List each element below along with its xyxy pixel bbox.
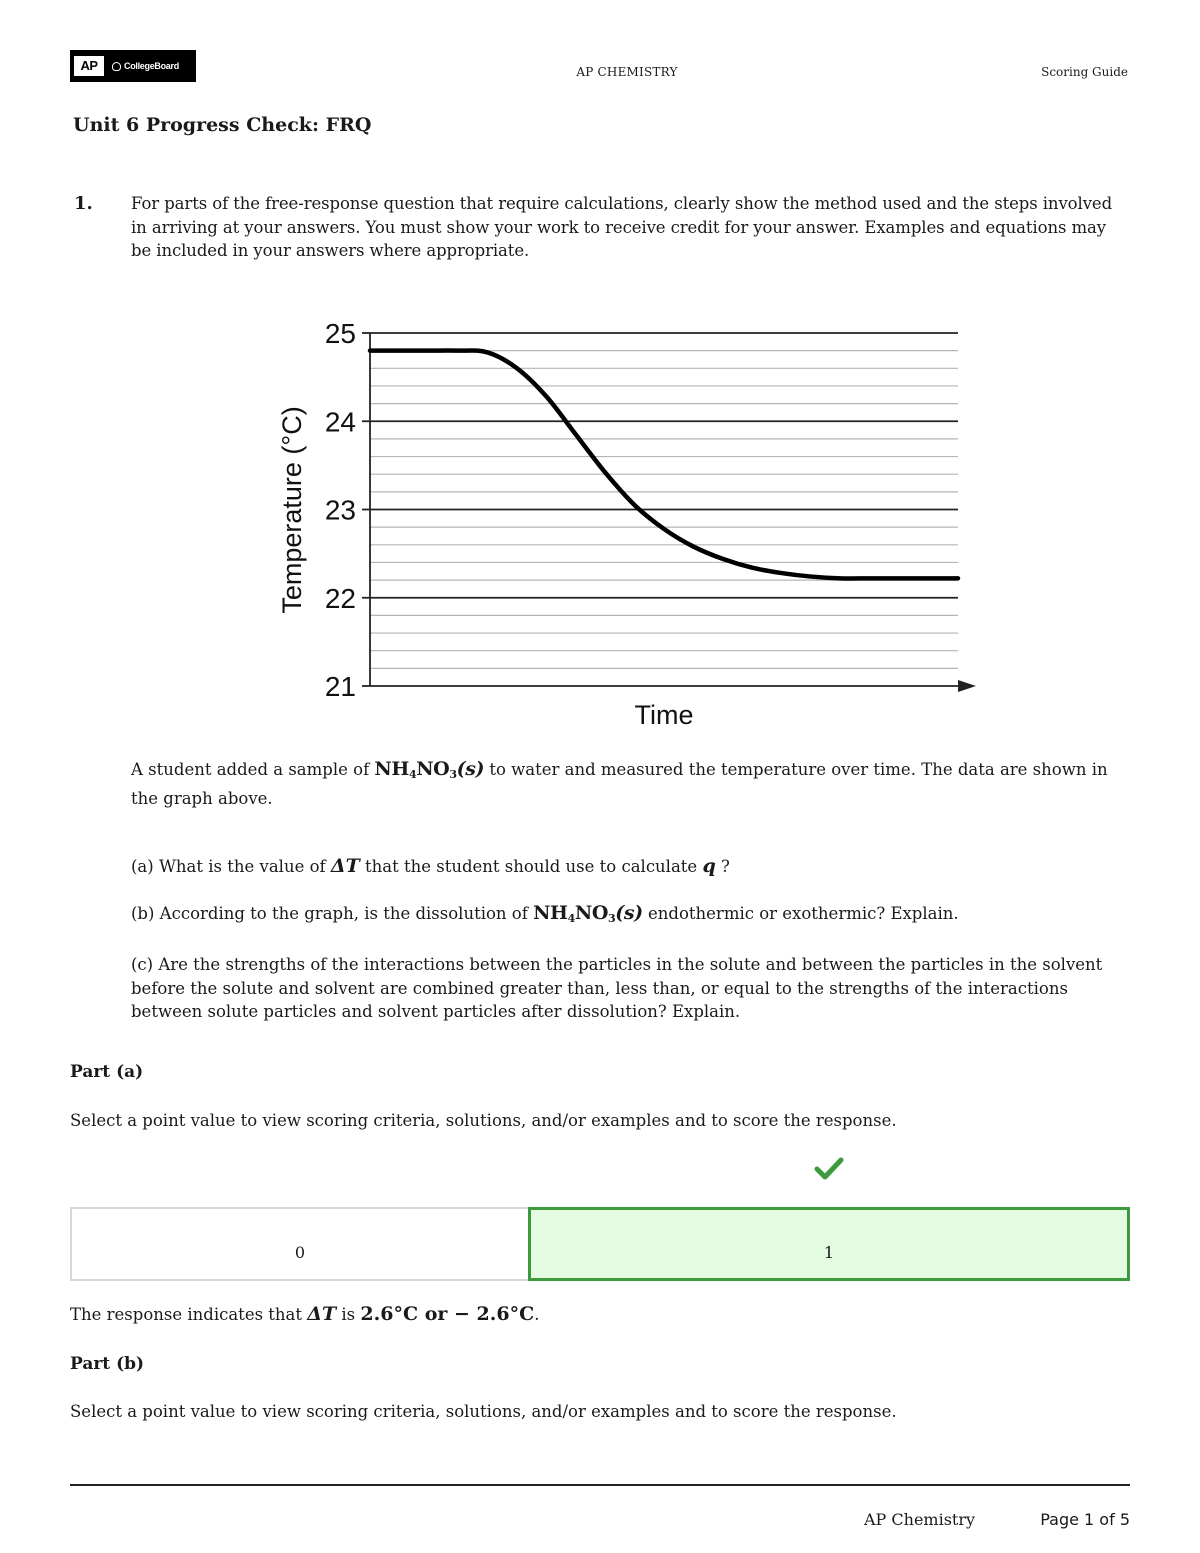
formula-state: (s): [615, 902, 643, 924]
part-b-text-2: endothermic or exothermic? Explain.: [648, 904, 959, 923]
y-tick-label: 21: [324, 671, 356, 702]
q-symbol: q: [702, 855, 716, 877]
chart-axes: [362, 333, 976, 692]
formula-sub-3: 3: [608, 912, 616, 925]
formula-nh: NH: [374, 758, 409, 780]
chart-gridlines: [370, 333, 958, 668]
part-a-heading: Part (a): [70, 1062, 144, 1082]
chemical-formula: [374, 758, 484, 780]
response-text-1: The response indicates that: [70, 1305, 303, 1324]
response-text-3: .: [534, 1305, 540, 1324]
part-a-text-2: that the student should use to calculate: [365, 857, 698, 876]
formula-no: NO: [574, 902, 609, 924]
y-tick-label: 25: [324, 318, 356, 349]
question-part-c: (c) Are the strengths of the interactions between the particles in the solute and between the particles in the solvent before the solute and solvent are combined greater than, less than, or equal to the strengths of the interactions between solute particles and solvent particles after dissolution? Explain.: [131, 955, 1103, 1021]
part-a-text-1: (a) What is the value of: [131, 857, 326, 876]
footer-divider: [70, 1484, 1130, 1486]
formula-sub-4: 4: [408, 768, 417, 781]
formula-sub-3: 3: [449, 768, 457, 781]
question-instructions: For parts of the free-response question that require calculations, clearly show the method used and the steps involved in arriving at your answers. You must show your work to receive credit for your answer. Examples and equations may be included in your answers where appropriate.: [131, 194, 1113, 260]
part-a-text-3: ?: [721, 857, 730, 876]
temperature-time-chart: [260, 300, 990, 740]
question-stem: [131, 758, 1131, 810]
y-tick-label: 23: [324, 494, 356, 526]
x-axis-label: Time: [634, 700, 694, 730]
chemical-formula: [533, 902, 643, 924]
part-b-heading: Part (b): [70, 1354, 145, 1374]
response-value: 2.6°C or − 2.6°C: [360, 1303, 535, 1325]
question-part-b: [131, 902, 1131, 931]
part-a-response-summary: [70, 1303, 539, 1325]
stem-text-before: A student added a sample of: [131, 760, 370, 779]
part-a-select-instructions: Select a point value to view scoring criteria, solutions, and/or examples and to score the response.: [70, 1111, 897, 1130]
part-b-text-1: (b) According to the graph, is the dissolution of: [131, 904, 528, 923]
footer-page-number: Page 1 of 5: [1040, 1510, 1130, 1529]
formula-no: NO: [416, 758, 450, 780]
ap-logo-mark: AP: [74, 56, 104, 76]
header-subject: AP CHEMISTRY: [576, 65, 678, 79]
chart-tick-labels: [325, 318, 356, 702]
header-doc-type: Scoring Guide: [1041, 65, 1128, 79]
formula-nh: NH: [533, 902, 568, 924]
y-tick-label: 24: [324, 406, 356, 438]
formula-state: (s): [456, 758, 485, 780]
score-option-1[interactable]: 1: [528, 1207, 1130, 1281]
question-number: 1.: [74, 193, 93, 214]
stem-text-after: to water and measured the temperature over time. The data are shown in the graph above.: [131, 760, 1108, 808]
x-axis-arrow-icon: [958, 680, 976, 692]
delta-t-symbol: ΔT: [330, 855, 360, 877]
page-title: Unit 6 Progress Check: FRQ: [73, 114, 372, 136]
y-tick-label: 22: [324, 582, 356, 614]
response-text-2: is: [341, 1305, 356, 1324]
score-option-0[interactable]: 0: [70, 1207, 528, 1281]
y-axis-label: Temperature (°C): [277, 406, 307, 614]
collegeboard-text: CollegeBoard: [124, 61, 179, 71]
part-a-score-selector: [70, 1207, 1130, 1281]
formula-sub-4: 4: [567, 912, 575, 925]
response-delta-t: ΔT: [307, 1303, 337, 1325]
question-part-a: [131, 855, 1131, 879]
checkmark-icon: [813, 1152, 845, 1184]
footer-course: AP Chemistry: [864, 1510, 976, 1529]
part-b-select-instructions: Select a point value to view scoring criteria, solutions, and/or examples and to score the response.: [70, 1402, 897, 1421]
